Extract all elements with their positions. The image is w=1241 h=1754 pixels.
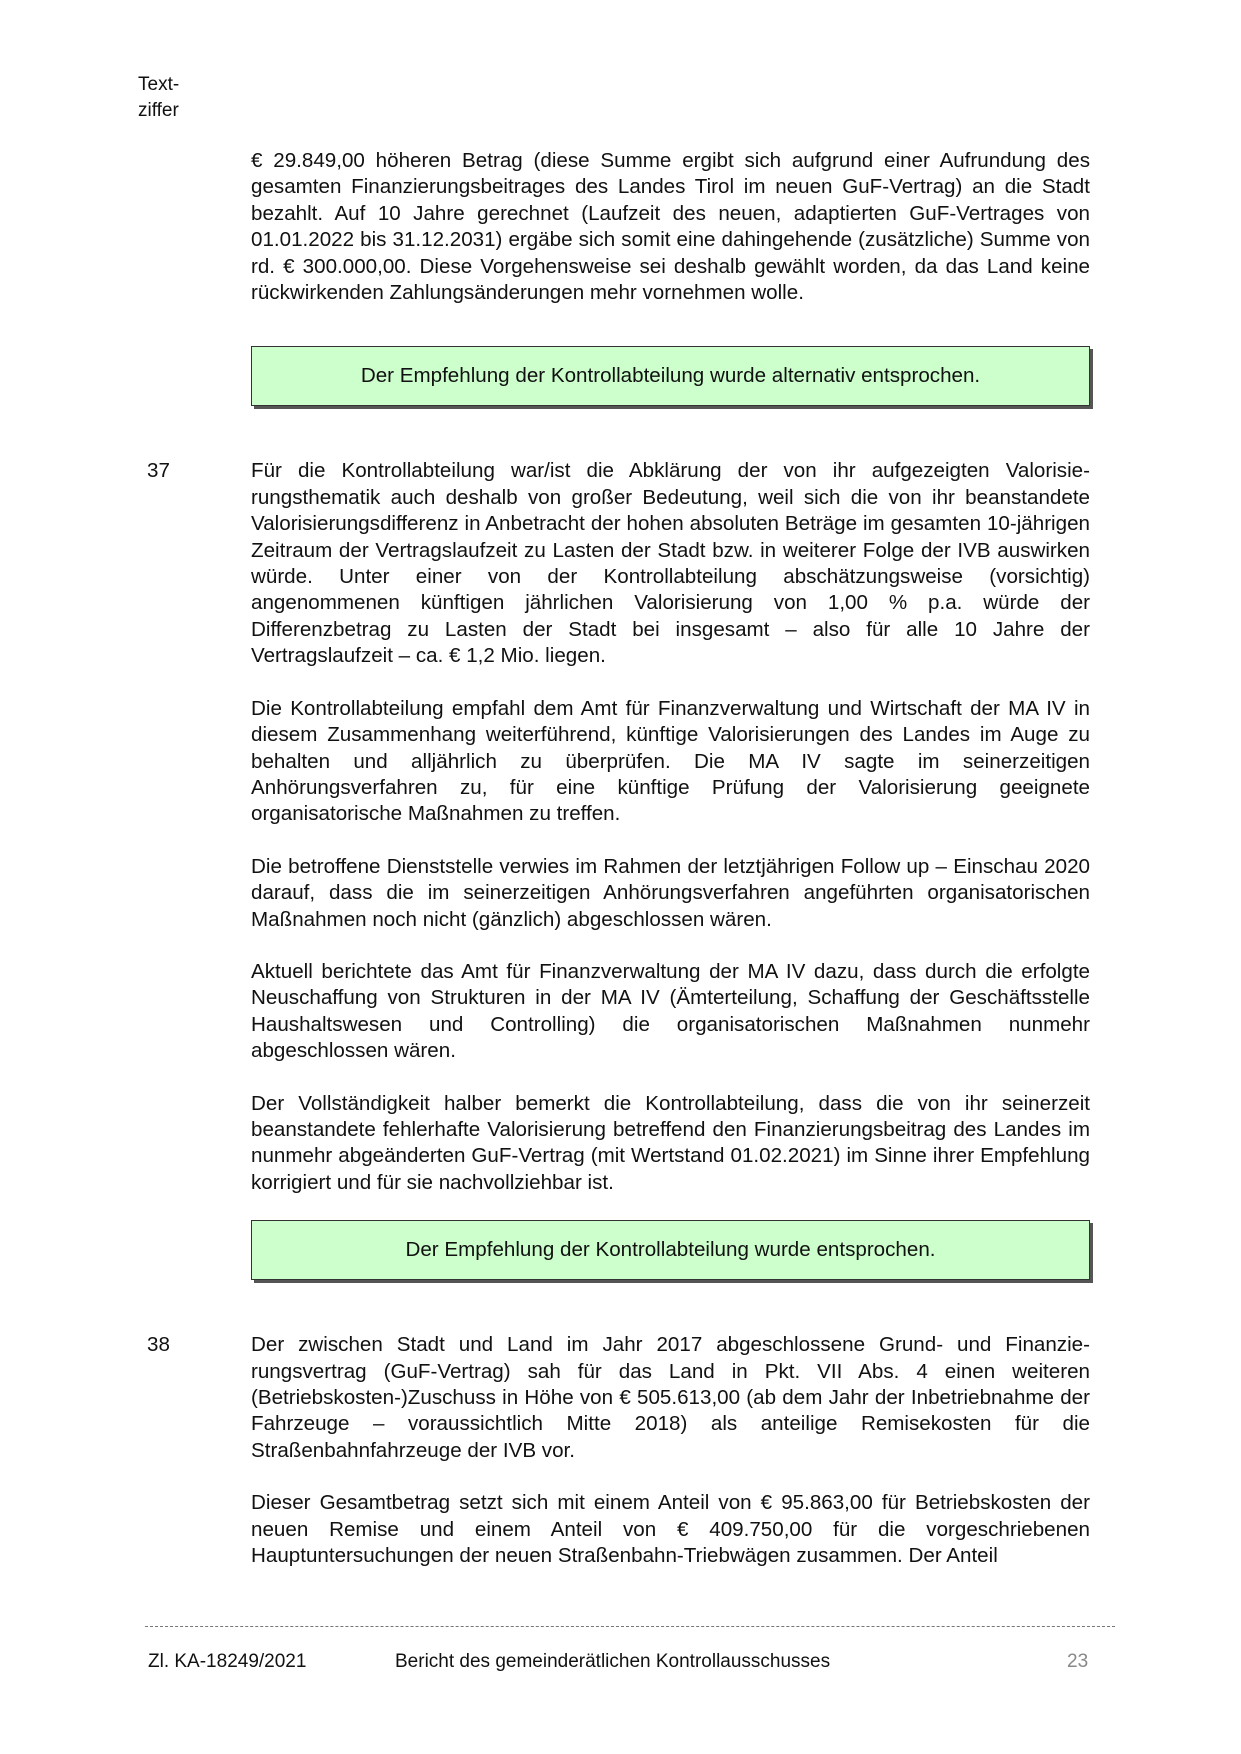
section-38-paragraph-2: Dieser Gesamtbetrag setzt sich mit einem Anteil von € 95.863,00 für Betriebskosten der neuen Remise und einem Anteil von € 409.750,00 für die vorgeschriebenen Hauptuntersuchungen der neuen Straßenbahn-Triebwägen zusammen. Der Anteil xyxy=(251,1491,1090,1568)
section-37-paragraph-3: Die betroffene Dienststelle verwies im Rahmen der letztjährigen Follow up – Einschau 2020 darauf, dass die im seinerzeitigen Anhörungsverfahren angeführten organisatorischen Maßnahmen noch nicht (gänzlich) abgeschlossen wären. xyxy=(251,854,1090,931)
page-content xyxy=(147,148,1090,1569)
margin-label-textziffer: Text- ziffer xyxy=(138,74,180,121)
recommendation-status-box-1 xyxy=(251,346,1090,406)
section-38 xyxy=(147,1332,1090,1569)
section-38-paragraph-1: Der zwischen Stadt und Land im Jahr 2017 abgeschlossene Grund- und Finanzierungsvertrag (GuF-Vertrag) sah für das Land in Pkt. VII Abs. 4 einen weiteren (Betriebskosten-)Zuschuss in Höhe von € 505.613,00 (ab dem Jahr der Inbetriebnahme der Fahrzeuge – voraussichtlich Mitte 2018) als anteilige Remisekosten für die Straßenbahnfahrzeuge der IVB vor. xyxy=(251,1333,1090,1462)
intro-paragraph: € 29.849,00 höheren Betrag (diese Summe ergibt sich aufgrund einer Aufrundung des gesamten Finanzierungsbeitrages des Landes Tirol im neuen GuF-Vertrag) an die Stadt bezahlt. Auf 10 Jahre gerechnet (Laufzeit des neuen, adaptierten GuF-Vertrages von 01.01.2022 bis 31.12.2031) ergäbe sich somit eine dahingehende (zusätzliche) Summe von rd. € 300.000,00. Diese Vorgehensweise sei deshalb gewählt worden, da das Land keine rückwirkenden Zahlungsänderungen mehr vornehmen wolle. xyxy=(251,149,1090,305)
section-number-37: 37 xyxy=(147,459,170,483)
recommendation-status-text-1: Der Empfehlung der Kontrollabteilung wurde alternativ entsprochen. xyxy=(360,364,981,388)
section-37-paragraph-1: Für die Kontrollabteilung war/ist die Abklärung der von ihr aufgezeigten Valorisierungsthematik auch deshalb von großer Bedeutung, weil sich die von ihr beanstandete Valorisierungsdifferenz in Anbetracht der hohen absoluten Beträge im gesamten 10-jährigen Zeitraum der Vertragslaufzeit zu Lasten der Stadt bzw. in weiterer Folge der IVB auswirken würde. Unter einer von der Kontrollabteilung abschätzungsweise (vorsichtig) angenommenen künftigen jährlichen Valorisierung von 1,00 % p.a. würde der Differenzbetrag zu Lasten der Stadt bei insgesamt – also für alle 10 Jahre der Vertragslaufzeit – ca. € 1,2 Mio. liegen. xyxy=(251,459,1090,668)
footer-reference: Zl. KA-18249/2021 xyxy=(148,1651,307,1672)
recommendation-status-box-2 xyxy=(251,1220,1090,1280)
footer-title: Bericht des gemeinderätlichen Kontrollausschusses xyxy=(395,1651,831,1672)
section-37-paragraph-5: Der Vollständigkeit halber bemerkt die Kontrollabteilung, dass die von ihr seinerzeit beanstandete fehlerhafte Valorisierung betreffend den Finanzierungsbeitrag des Landes im nunmehr abgeänderten GuF-Vertrag (mit Wertstand 01.02.2021) im Sinne ihrer Empfehlung korrigiert und für sie nachvollziehbar ist. xyxy=(251,1091,1090,1194)
section-number-38: 38 xyxy=(147,1333,170,1357)
section-37-paragraph-4: Aktuell berichtete das Amt für Finanzverwaltung der MA IV dazu, dass durch die erfolgte Neuschaffung von Strukturen in der MA IV (Ämterteilung, Schaffung der Geschäftsstelle Haushaltswesen und Controlling) die organisatorischen Maßnahmen nunmehr abgeschlossen wären. xyxy=(251,959,1090,1063)
page-number: 23 xyxy=(1067,1651,1089,1672)
section-37-paragraph-2: Die Kontrollabteilung empfahl dem Amt für Finanzverwaltung und Wirtschaft der MA IV in diesem Zusammenhang weiterführend, künftige Valorisierungen des Landes im Auge zu behalten und alljährlich zu überprüfen. Die MA IV sagte im seinerzeitigen Anhörungsverfahren zu, für eine künftige Prüfung der Valorisierung geeignete organisatorische Maßnahmen zu treffen. xyxy=(251,696,1090,826)
section-37 xyxy=(147,458,1090,1196)
recommendation-status-text-2: Der Empfehlung der Kontrollabteilung wurde entsprochen. xyxy=(405,1238,936,1262)
footer-divider xyxy=(145,1626,1115,1627)
